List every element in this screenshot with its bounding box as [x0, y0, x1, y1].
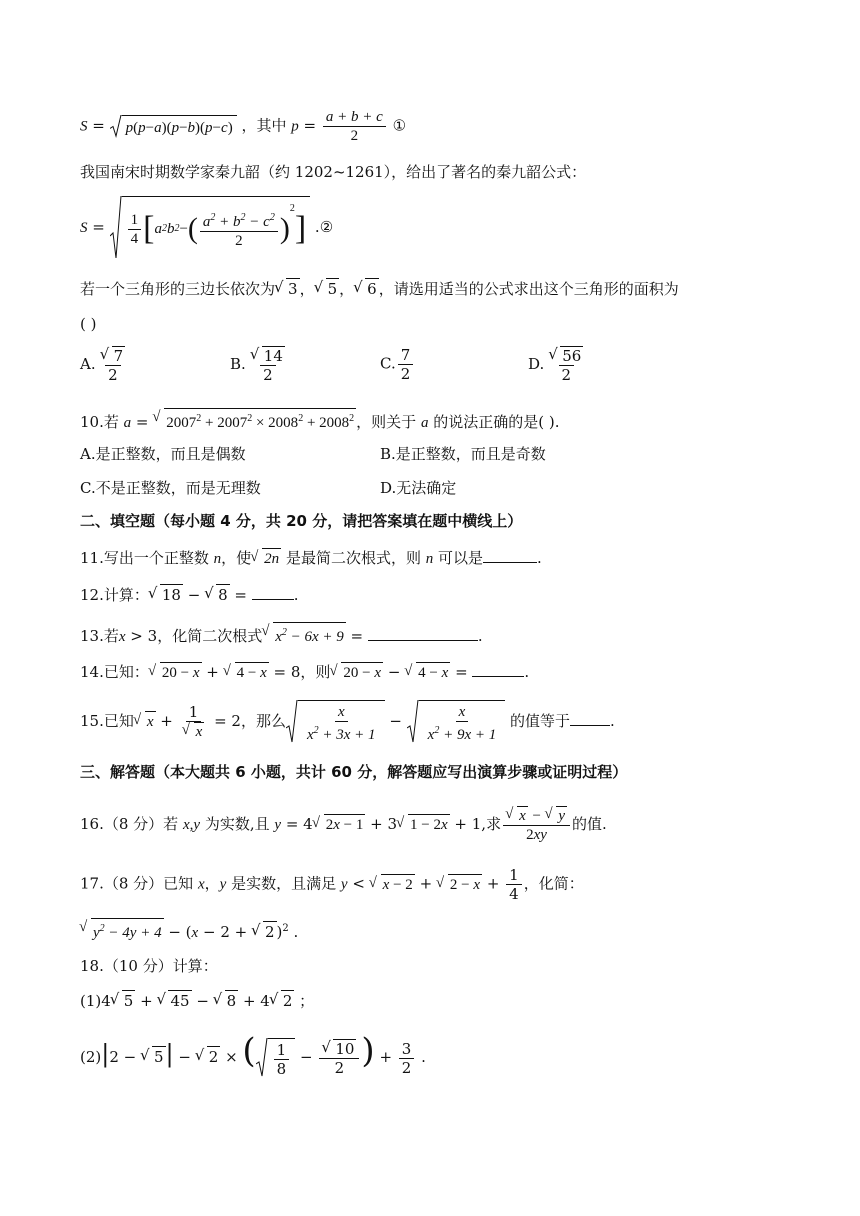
- q12: 12.计算：√ 18 − √ 8 = .: [80, 584, 299, 605]
- q16-d: 的值.: [572, 815, 607, 833]
- q18-part-1: (1)4√ 5 + √ 45 − √ 8 + 4√ 2 ；: [80, 990, 314, 1011]
- q9-option-a[interactable]: [80, 346, 130, 384]
- heron-mark: ①: [392, 116, 407, 135]
- q15: 15.已知√ x + 1 √ x = 2，那么 $\frac{x}{x^2 + 3x + 1}$ − $\frac{x}{x^2 + 9x + 1}$ 的值等于 .: [80, 700, 615, 744]
- q13-b: ，化简二次根式: [157, 627, 263, 645]
- q15-end: .: [610, 712, 615, 730]
- q15-c: 的值等于: [510, 712, 571, 730]
- q14-b: ，则: [300, 663, 331, 681]
- q17-b: ，: [204, 874, 220, 893]
- q9-option-d[interactable]: [528, 346, 588, 384]
- q16: 16.（8 分）若 x,y 为实数,且 y = 4√ 2x − 1 + 3√ 1 − 2x + 1,求 √ $\frac{x - √ y}{2xy}$ 的值.: [80, 806, 607, 844]
- q13-end: .: [477, 627, 483, 645]
- section-3-heading: 三、解答题（本大题共 6 小题，共计 60 分，解答题应写出演算步骤或证明过程）: [80, 763, 628, 781]
- q9-side-1: √ 3: [276, 278, 300, 299]
- option-num: 7: [398, 346, 414, 365]
- q10-option-c[interactable]: C.不是正整数，而是无理数: [80, 479, 261, 497]
- q13: 13.若x > 3，化简二次根式√ $x^2 - 6x + 9$ = .: [80, 622, 483, 647]
- option-label: B.: [230, 355, 246, 373]
- option-num: 14: [263, 347, 283, 365]
- q10-option-a[interactable]: A.是正整数，而且是偶数: [80, 445, 246, 463]
- q10-stem: 10.若 a = √ $2007^2 + 2007^2 \times 2008^2 + 2008^2$ ，则关于 a 的说法正确的是( ).: [80, 408, 559, 433]
- q11-c: 是最简二次根式，则: [285, 549, 421, 567]
- q10-radical: √ $2007^2 + 2007^2 \times 2008^2 + 2008^2$: [154, 408, 356, 433]
- q11-end: .: [537, 549, 542, 567]
- q17-expression: √ $y^2 - 4y + 4 - (x - 2$ + √ 2 )$^2$ .: [80, 918, 298, 943]
- answer-blank[interactable]: [252, 585, 294, 600]
- option-den: 2: [260, 365, 276, 384]
- q11-d: 可以是: [438, 549, 484, 567]
- q14-a: 14.已知：: [80, 663, 149, 681]
- option-label: A.: [80, 355, 96, 373]
- q10-option-d[interactable]: D.无法确定: [380, 479, 457, 497]
- q9-sep2: ，: [339, 280, 355, 298]
- option-den: 2: [559, 365, 575, 384]
- q16-a: 16.（8 分）若: [80, 815, 179, 833]
- q11-a: 11.写出一个正整数: [80, 549, 209, 567]
- q12-end: .: [293, 586, 299, 604]
- option-den: 2: [105, 365, 121, 384]
- qin-intro-text: 我国南宋时期数学家秦九韶（约 1202~1261），给出了著名的秦九韶公式：: [80, 163, 587, 181]
- q9-option-b[interactable]: [230, 346, 290, 384]
- answer-blank[interactable]: [483, 548, 537, 563]
- q9-stem: [80, 278, 679, 299]
- q18-heading: 18.（10 分）计算：: [80, 957, 218, 975]
- option-label: D.: [528, 355, 545, 373]
- q18-p1-label: (1): [80, 992, 102, 1010]
- q13-a: 13.若: [80, 627, 119, 645]
- q14: 14.已知：√ 20 − x + √ 4 − x = 8，则√ 20 − x − √ 4 − x = .: [80, 662, 529, 683]
- q17: 17.（8 分）已知 x，y 是实数，且满足 y < √ x − 2 + √ 2 − x + $\frac{1}{4}$ ，化简：: [80, 866, 584, 903]
- heron-p-fraction: $\frac{a + b + c}{2}$: [323, 108, 386, 145]
- q9-tail: ，请选用适当的公式求出这个三角形的面积为: [378, 280, 679, 298]
- q12-a: 12.计算：: [80, 586, 149, 604]
- q11-b: ，使: [221, 549, 252, 567]
- q17-d: ，化简：: [523, 874, 584, 893]
- option-num: 56: [562, 347, 582, 365]
- heron-where-text: ，其中: [241, 116, 287, 135]
- q18-p2-label: (2): [80, 1048, 102, 1066]
- q17-c: 是实数，且满足: [231, 874, 337, 893]
- q15-a: 15.已知: [80, 712, 134, 730]
- answer-blank[interactable]: [472, 662, 524, 677]
- q9-side-3: √ 6: [355, 278, 379, 299]
- q16-c: ,求: [481, 815, 502, 833]
- option-label: C.: [380, 354, 396, 373]
- q14-end: .: [524, 663, 530, 681]
- q10-num: 10.若: [80, 413, 119, 431]
- option-num: 7: [113, 347, 124, 365]
- q9-option-c[interactable]: [380, 346, 415, 383]
- q17-a: 17.（8 分）已知: [80, 874, 194, 893]
- answer-blank[interactable]: [570, 711, 610, 726]
- q11: 11.写出一个正整数 n，使√ 2n 是最简二次根式，则 n 可以是 .: [80, 548, 542, 569]
- q16-b: 为实数,且: [204, 815, 270, 833]
- answer-blank[interactable]: [368, 626, 478, 641]
- q9-paren: ( ): [80, 315, 97, 333]
- qin-formula-line: S = $\frac{1}{4}$ [ a 2 b 2 − ( $\frac{a^2 + b^2 - c^2}{2}$ ) 2 ] .②: [80, 196, 333, 260]
- q9-stem-text: 若一个三角形的三边长依次为: [80, 280, 276, 298]
- q15-b: ，那么: [240, 712, 286, 730]
- q10-option-b[interactable]: B.是正整数，而且是奇数: [380, 445, 546, 463]
- q18-part-2: (2)|2 − √ 5| − √ 2 × ( $\frac{1}{8}$ − √ $\frac{10}{2}$ ) + $\frac{3}{2}$ .: [80, 1038, 426, 1078]
- heron-formula-line: S = p ( p − a )( p − b )( p − c ) ，其中 p = $\frac{a + b + c}{2}$ ①: [80, 109, 407, 144]
- q9-side-2: √ 5: [316, 278, 340, 299]
- qin-radical: $\frac{1}{4}$ [ a 2 b 2 − ( $\frac{a^2 + b^2 - c^2}{2}$ ) 2 ]: [110, 196, 311, 260]
- option-den: 2: [400, 365, 411, 383]
- q10-tail2: 的说法正确的是( ).: [433, 413, 560, 431]
- heron-radical: p ( p − a )( p − b )( p − c ): [110, 115, 237, 138]
- qin-mark: .②: [314, 218, 334, 236]
- q9-sep1: ，: [299, 280, 315, 298]
- q10-tail: ，则关于: [356, 413, 417, 431]
- section-2-heading: 二、填空题（每小题 4 分，共 20 分，请把答案填在题中横线上）: [80, 512, 523, 530]
